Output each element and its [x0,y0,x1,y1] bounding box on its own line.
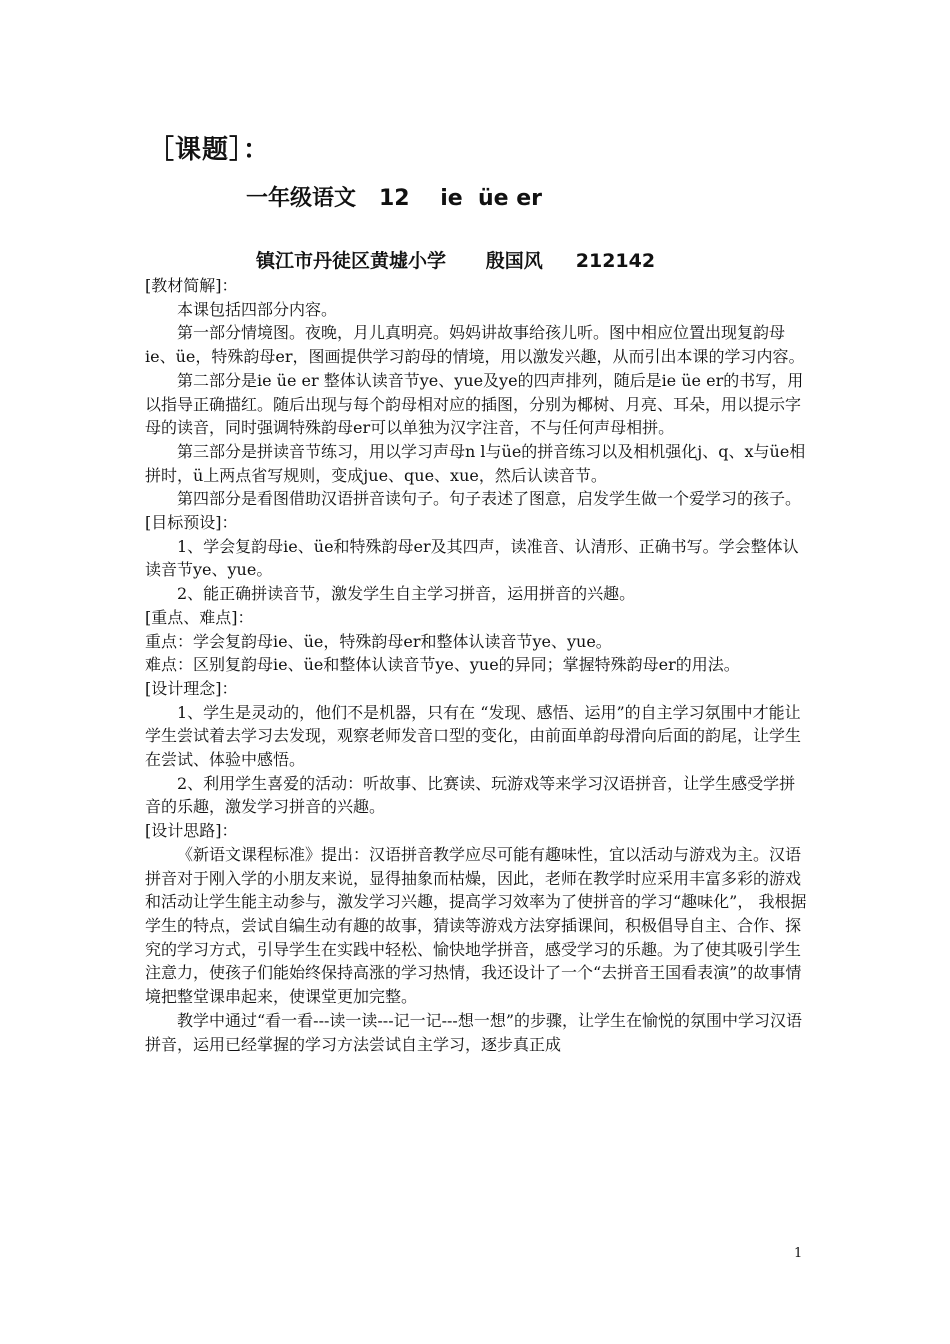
paragraph: 《新语文课程标准》提出：汉语拼音教学应尽可能有趣味性，宜以活动与游戏为主。汉语拼音对于刚入学的小朋友来说，显得抽象而枯燥，因此，老师在教学时应采用丰富多彩的游戏和活动让学生能主动参与，激发学习兴趣，提高学习效率为了使拼音的学习“趣味化”， 我根据学生的特点，尝试自编生动有趣的故事，猜读等游戏方法穿插课间，积极倡导自主、合作、探究的学习方式，引导学生在实践中轻松、愉快地学拼音，感受学习的乐趣。为了使其吸引学生注意力，使孩子们能始终保持高涨的学习热情，我还设计了一个“去拼音王国看表演”的故事情境把整堂课串起来，使课堂更加完整。 [145,844,807,1007]
paragraph: 第三部分是拼读音节练习，用以学习声母n l与üe的拼音练习以及相机强化j、q、x与üe相拼时，ü上两点省写规则，变成jue、que、xue，然后认读音节。 [145,441,806,485]
section-heading-intro: [教材简解]： [145,276,238,295]
document-body [145,274,807,1056]
paragraph: 重点：学会复韵母ie、üe，特殊韵母er和整体认读音节ye、yue。 [145,631,612,651]
section-heading-key-points: [重点、难点]： [145,607,254,627]
paragraph: 难点：区别复韵母ie、üe和整体认读音节ye、yue的异同；掌握特殊韵母er的用法。 [145,655,740,675]
paragraph: 教学中通过“看一看---读一读---记一记---想一想”的步骤，让学生在愉悦的氛围中学习汉语拼音，运用已经掌握的学习方法尝试自主学习，逐步真正成 [145,1010,803,1054]
section-heading-goals: [目标预设]： [145,513,238,533]
section-heading-approach: [设计思路]： [145,821,238,841]
paragraph: 第二部分是ie üe er 整体认读音节ye、yue及ye的四声排列，随后是ie üe er的书写，用以指导正确描红。随后出现与每个韵母相对应的插图，分别为椰树、月亮、耳朵，用以提示字母的读音，同时强调特殊韵母er可以单独为汉字注音，不与任何声母相拼。 [145,370,804,438]
paragraph: 1、学生是灵动的，他们不是机器，只有在 “发现、感悟、运用”的自主学习氛围中才能让学生尝试着去学习去发现，观察老师发音口型的变化，由前面单韵母滑向后面的韵尾，让学生在尝试、体验中感悟。 [145,702,802,770]
lesson-title: 一年级语文 12 ie üe er [246,186,543,211]
paragraph: 第四部分是看图借助汉语拼音读句子。句子表述了图意，启发学生做一个爱学习的孩子。 [177,489,802,509]
page-number: 1 [794,1246,803,1261]
paragraph: 本课包括四部分内容。 [177,299,338,319]
paragraph: 1、学会复韵母ie、üe和特殊韵母er及其四声，读准音、认清形、正确书写。学会整体认读音节ye、yue。 [145,536,799,580]
paragraph: 2、利用学生喜爱的活动：听故事、比赛读、玩游戏等来学习汉语拼音，让学生感受学拼音的乐趣，激发学习拼音的兴趣。 [145,773,796,817]
paragraph: 2、能正确拼读音节，激发学生自主学习拼音，运用拼音的兴趣。 [177,584,636,604]
lesson-label: ［课题］： [148,135,271,165]
author-line: 镇江市丹徒区黄墟小学 殷国风 212142 [256,250,656,272]
section-heading-philosophy: [设计理念]： [145,678,238,698]
paragraph: 第一部分情境图。夜晚，月儿真明亮。妈妈讲故事给孩儿听。图中相应位置出现复韵母ie、üe，特殊韵母er，图画提供学习韵母的情境，用以激发兴趣，从而引出本课的学习内容。 [145,323,805,367]
